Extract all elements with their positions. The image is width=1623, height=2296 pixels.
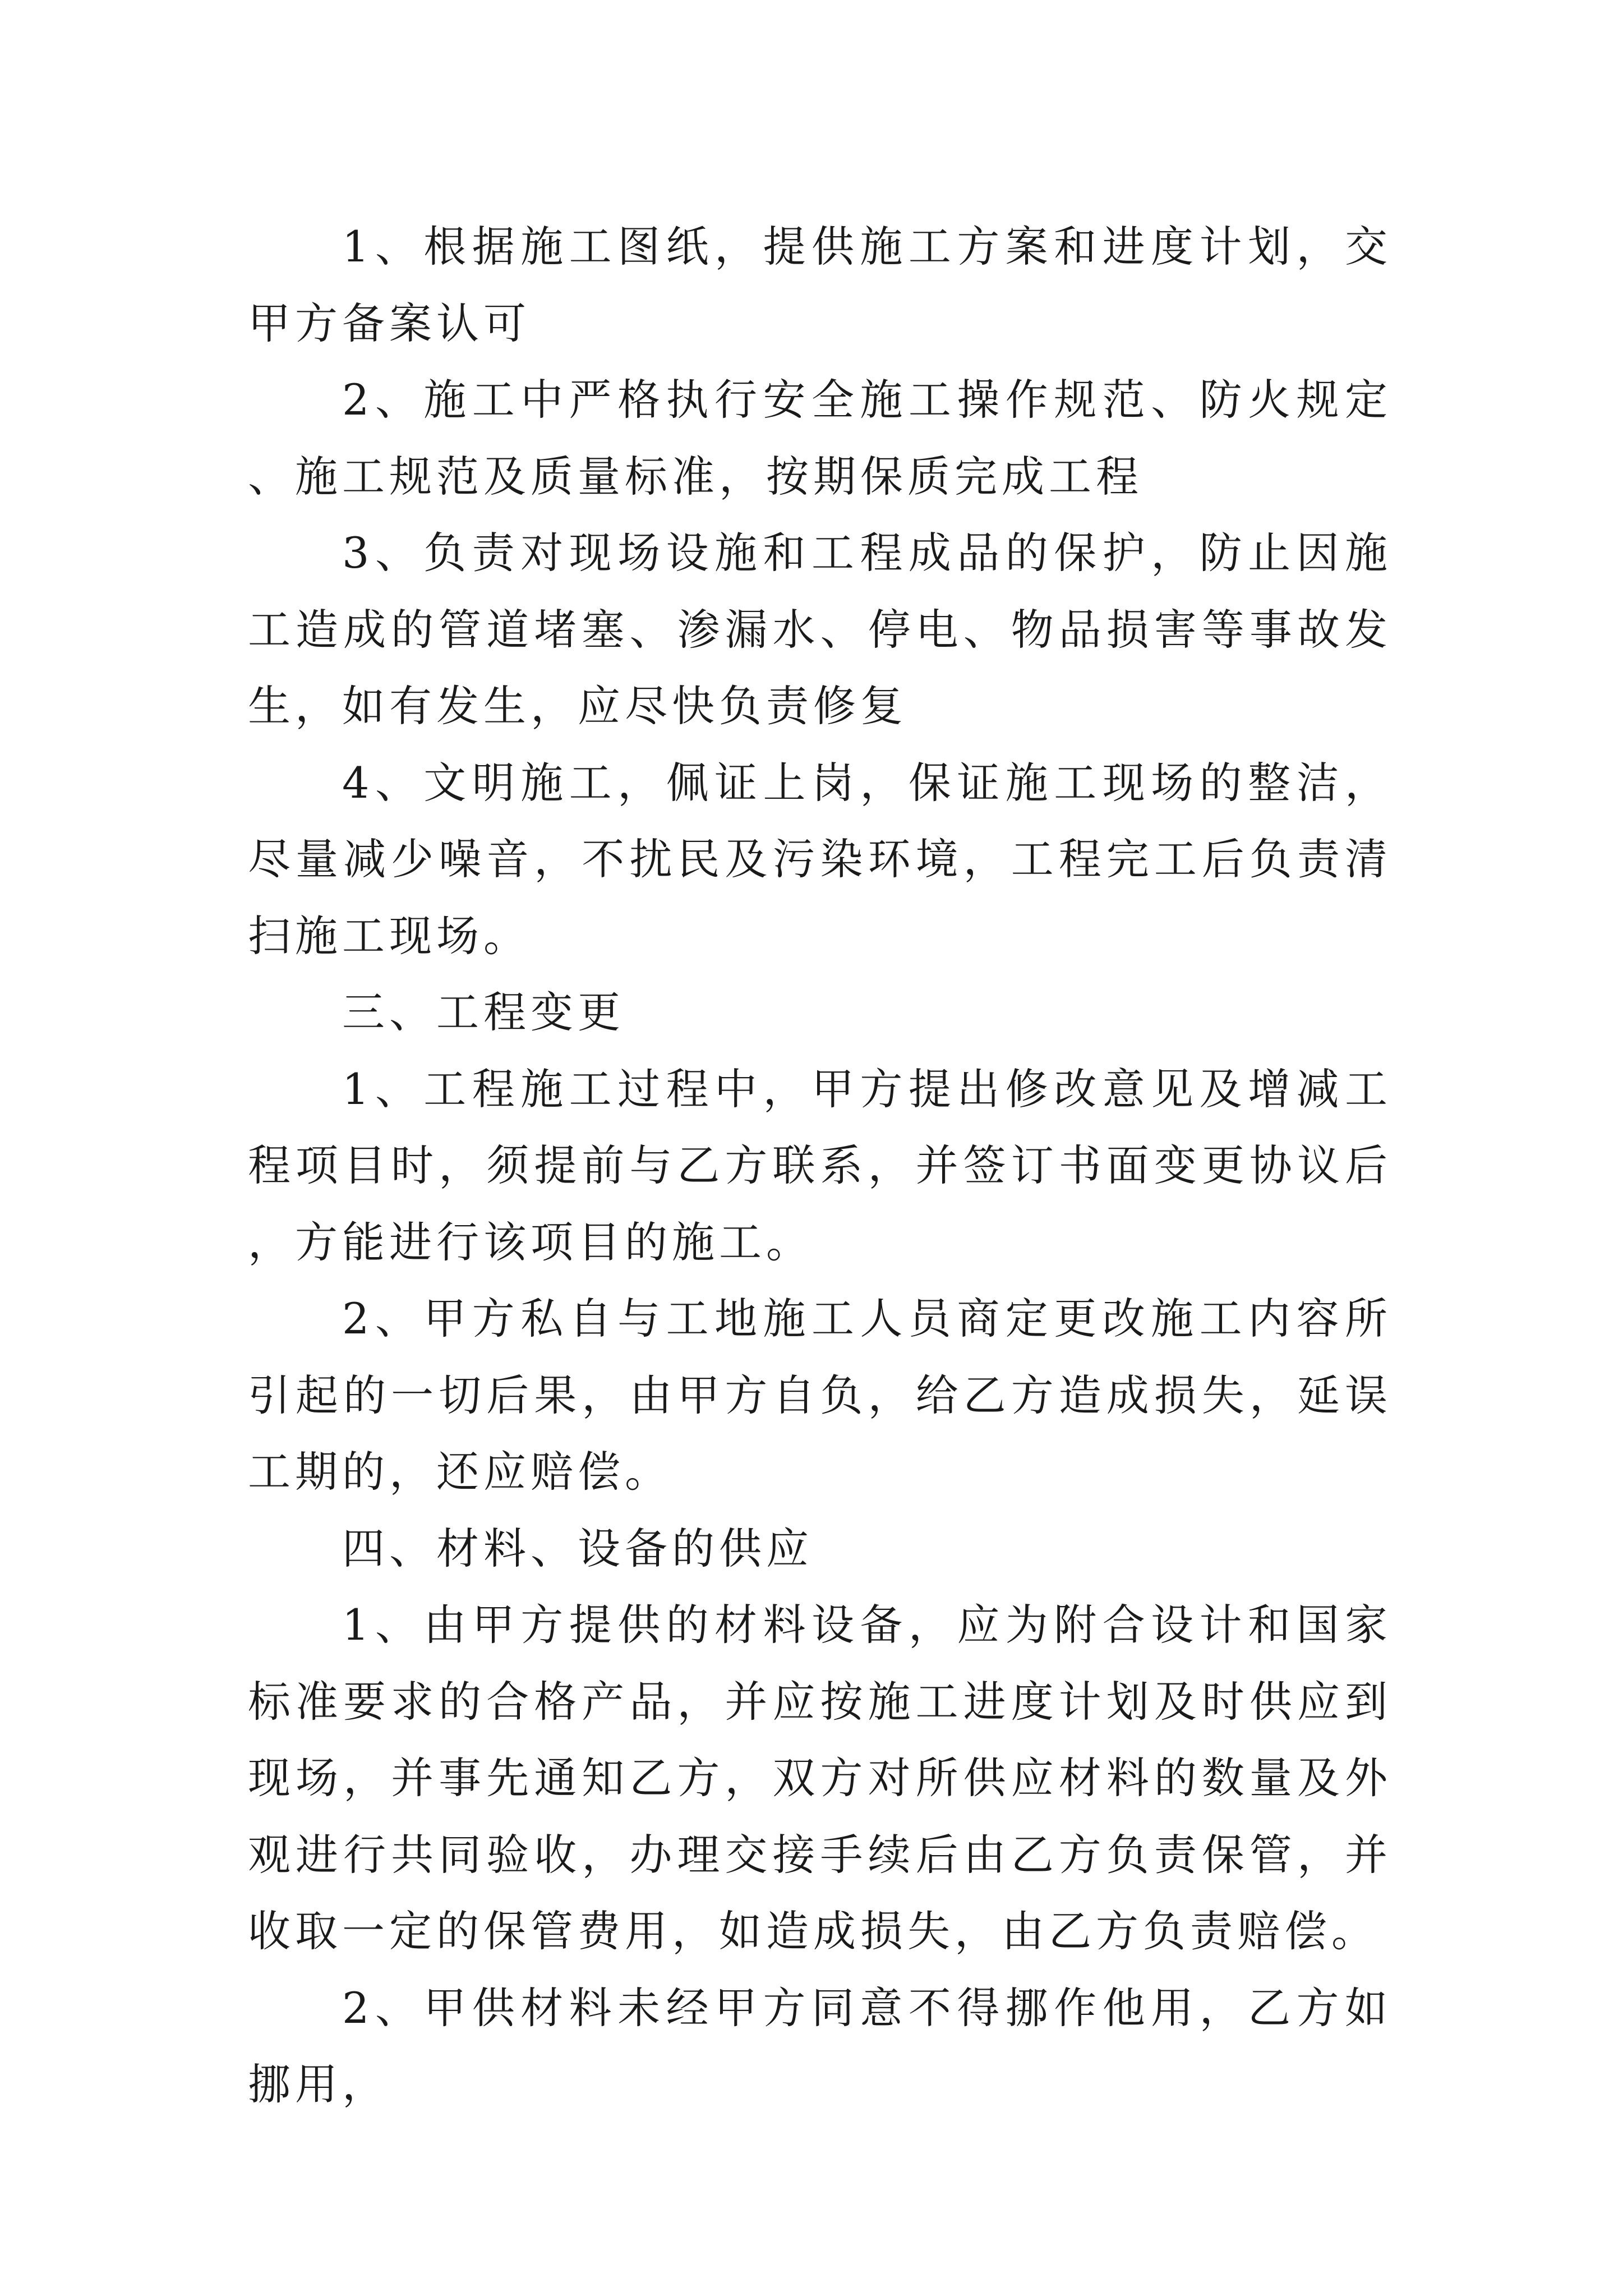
paragraph-change-1: 1、工程施工过程中，甲方提出修改意见及增减工程项目时，须提前与乙方联系，并签订书面变更协议后，方能进行该项目的施工。 <box>248 1064 1392 1267</box>
paragraph-clause-2: 2、施工中严格执行安全施工操作规范、防火规定、施工规范及质量标准，按期保质完成工程 <box>248 375 1392 501</box>
paragraph-materials-1: 1、由甲方提供的材料设备，应为附合设计和国家标准要求的合格产品，并应按施工进度计划及时供应到现场，并事先通知乙方，双方对所供应材料的数量及外观进行共同验收，办理交接手续后由乙方负责保管，并收取一定的保管费用，如造成损失，由乙方负责赔偿。 <box>248 1600 1392 1956</box>
paragraph-change-2: 2、甲方私自与工地施工人员商定更改施工内容所引起的一切后果，由甲方自负，给乙方造成损失，延误工期的，还应赔偿。 <box>248 1294 1392 1497</box>
paragraph-clause-4: 4、文明施工，佩证上岗，保证施工现场的整洁，尽量减少噪音，不扰民及污染环境，工程完工后负责清扫施工现场。 <box>248 757 1392 961</box>
section-heading-engineering-change: 三、工程变更 <box>342 987 625 1037</box>
paragraph-clause-3: 3、负责对现场设施和工程成品的保护，防止因施工造成的管道堵塞、渗漏水、停电、物品损害等事故发生，如有发生，应尽快负责修复 <box>248 528 1392 731</box>
document-body <box>248 209 1392 2123</box>
paragraph-materials-2: 2、甲供材料未经甲方同意不得挪作他用，乙方如挪用， <box>248 1982 1392 2109</box>
section-heading-materials-supply: 四、材料、设备的供应 <box>342 1523 813 1573</box>
paragraph-clause-1: 1、根据施工图纸，提供施工方案和进度计划，交甲方备案认可 <box>248 222 1392 348</box>
